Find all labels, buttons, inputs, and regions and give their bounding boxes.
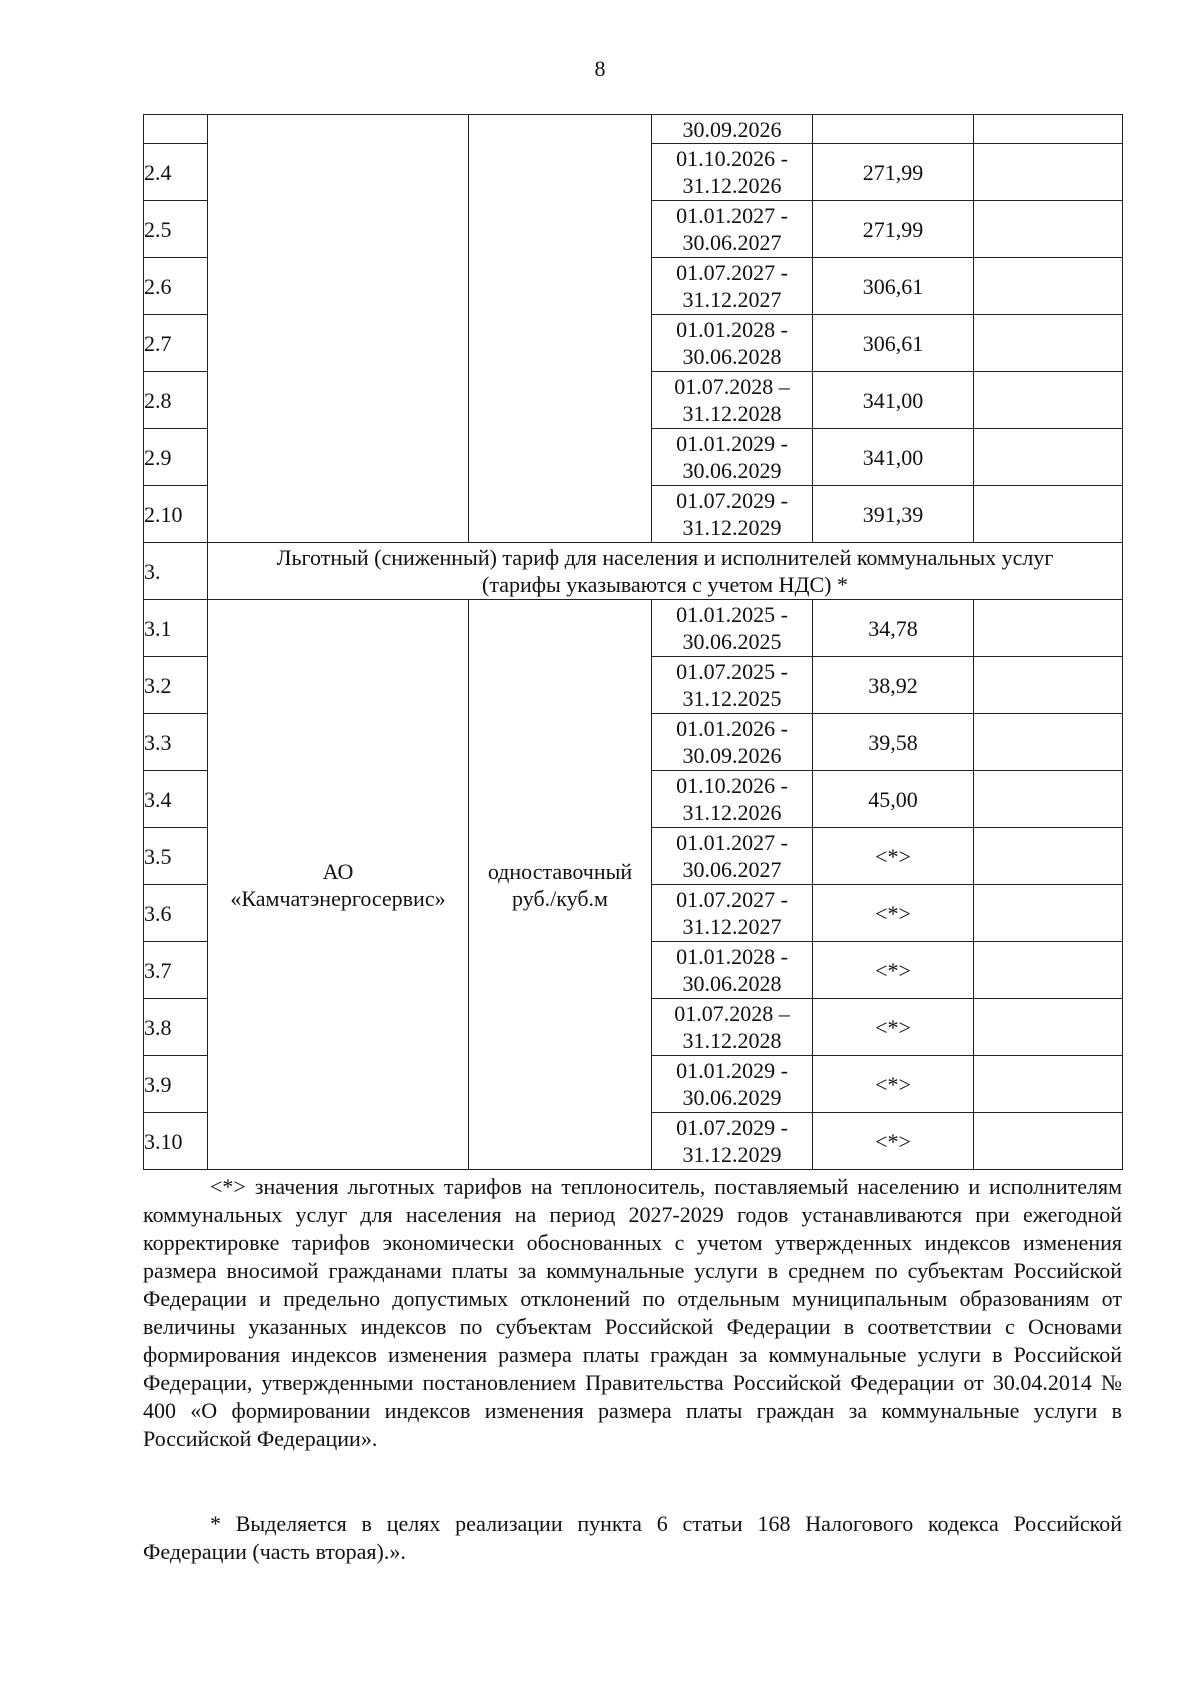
period-end: 30.06.2028 [682,971,782,996]
period-start: 01.01.2029 - [676,1058,788,1083]
row-number: 3.2 [144,657,208,714]
tariff-value: 38,92 [813,657,974,714]
period-cell [652,828,813,885]
period-start: 01.01.2028 - [676,317,788,342]
note-cell [974,942,1123,999]
tariff-type [469,600,652,1170]
row-number: 3.9 [144,1056,208,1113]
period-start: 01.07.2029 - [676,1115,788,1140]
row-number: 2.9 [144,429,208,486]
period-end: 31.12.2027 [682,914,782,939]
period-cell [652,486,813,543]
period-end: 31.12.2026 [682,173,782,198]
period-cell [652,315,813,372]
tariff-value: 306,61 [813,258,974,315]
note-cell [974,999,1123,1056]
period-cell [652,657,813,714]
tariff-type-cell [469,115,652,543]
period-cell [652,1113,813,1170]
tariff-table [143,114,1123,1170]
note-cell [974,258,1123,315]
organization-name-line-1: АО [322,858,354,884]
note-cell [974,144,1123,201]
tariff-value: <*> [813,828,974,885]
tariff-unit: руб./куб.м [512,885,608,911]
note-cell [974,429,1123,486]
tariff-value: <*> [813,999,974,1056]
period-start: 01.07.2027 - [676,887,788,912]
note-cell [974,1056,1123,1113]
note-cell [974,714,1123,771]
row-number: 2.10 [144,486,208,543]
tariff-value: <*> [813,885,974,942]
period-start: 01.01.2027 - [676,830,788,855]
period-start: 01.01.2028 - [676,944,788,969]
period-end: 31.12.2029 [682,515,782,540]
organization-name-line-2: «Камчатэнергосервис» [230,885,446,911]
tariff-value: 341,00 [813,429,974,486]
period-start: 01.01.2029 - [676,431,788,456]
tariff-type-line-1: одноставочный [487,858,633,884]
organization-cell [208,115,469,543]
note-cell [974,828,1123,885]
row-number: 2.7 [144,315,208,372]
tariff-value: 391,39 [813,486,974,543]
note-cell [974,885,1123,942]
tariff-value: 45,00 [813,771,974,828]
row-number: 2.8 [144,372,208,429]
period-cell [652,771,813,828]
period-cell [652,942,813,999]
tariff-value: <*> [813,942,974,999]
section-title-line-1: Льготный (сниженный) тариф для населения и исполнителей коммунальных услуг [276,545,1054,570]
page-number: 8 [594,56,606,81]
note-cell [974,600,1123,657]
period-cell [652,714,813,771]
period-start: 01.07.2025 - [676,659,788,684]
section-title [208,543,1123,600]
footnote-vat: * Выделяется в целях реализации пункта 6 статьи 168 Налогового кодекса Российской Федерации (часть вторая).». [143,1511,1122,1564]
period-start: 01.07.2028 – [674,1001,790,1026]
period-start: 01.01.2026 - [676,716,788,741]
tariff-value: <*> [813,1113,974,1170]
period-end: 31.12.2025 [682,686,782,711]
table-row [144,600,1123,657]
value-cell [813,115,974,144]
period-end: 30.06.2027 [682,230,782,255]
period-cell [652,999,813,1056]
row-number-cell [144,115,208,144]
note-cell [974,1113,1123,1170]
period-end: 30.06.2029 [682,458,782,483]
table-row [144,115,1123,144]
period-end: 31.12.2029 [682,1142,782,1167]
period-cell: 30.09.2026 [652,115,813,144]
period-start: 01.07.2029 - [676,488,788,513]
note-cell [974,657,1123,714]
period-cell [652,372,813,429]
period-cell [652,600,813,657]
row-number: 3.4 [144,771,208,828]
tariff-value: 39,58 [813,714,974,771]
tariff-value: <*> [813,1056,974,1113]
period-end: 30.09.2026 [682,743,782,768]
tariff-value: 341,00 [813,372,974,429]
period-end: 31.12.2028 [682,1028,782,1053]
note-cell [974,372,1123,429]
footnote-preferential-tariffs: <*> значения льготных тарифов на теплоноситель, поставляемый населению и исполнителям коммунальных услуг для населения на период 2027-2029 годов устанавливаются при ежегодной корректировке тарифов экономически обоснованных с учетом утвержденных индексов изменения размера вносимой гражданами платы за коммунальные услуги в среднем по субъектам Российской Федерации и предельно допустимых отклонений по отдельным муниципальным образованиям от величины указанных индексов по субъектам Российской Федерации в соответствии с Основами формирования индексов изменения размера платы граждан за коммунальные услуги в Российской Федерации, утвержденными постановлением Правительства Российской Федерации от 30.04.2014 № 400 «О формировании индексов изменения размера платы граждан за коммунальные услуги в Российской Федерации». [143,1174,1122,1451]
period-cell [652,1056,813,1113]
period-start: 01.01.2025 - [676,602,788,627]
row-number: 3. [144,543,208,600]
note-cell [974,201,1123,258]
period-start: 01.07.2027 - [676,260,788,285]
row-number: 2.5 [144,201,208,258]
row-number: 2.4 [144,144,208,201]
row-number: 3.6 [144,885,208,942]
period-end: 31.12.2027 [682,287,782,312]
organization-name [208,600,469,1170]
note-cell [974,115,1123,144]
period-cell [652,258,813,315]
note-cell [974,486,1123,543]
period-end: 30.06.2025 [682,629,782,654]
period-end: 30.06.2027 [682,857,782,882]
section-header-row [144,543,1123,600]
row-number: 3.3 [144,714,208,771]
period-cell [652,429,813,486]
tariff-value: 271,99 [813,144,974,201]
tariff-value: 271,99 [813,201,974,258]
row-number: 2.6 [144,258,208,315]
period-cell [652,201,813,258]
row-number: 3.8 [144,999,208,1056]
period-start: 01.01.2027 - [676,203,788,228]
tariff-value: 34,78 [813,600,974,657]
period-start: 01.07.2028 – [674,374,790,399]
note-cell [974,771,1123,828]
note-cell [974,315,1123,372]
period-end: 30.06.2029 [682,1085,782,1110]
period-start: 01.10.2026 - [676,146,788,171]
row-number: 3.10 [144,1113,208,1170]
period-end: 31.12.2026 [682,800,782,825]
tariff-value: 306,61 [813,315,974,372]
row-number: 3.5 [144,828,208,885]
row-number: 3.1 [144,600,208,657]
period-end: 31.12.2028 [682,401,782,426]
period-cell [652,144,813,201]
period-start: 01.10.2026 - [676,773,788,798]
period-cell [652,885,813,942]
section-title-line-2: (тарифы указываются с учетом НДС) * [482,572,848,597]
row-number: 3.7 [144,942,208,999]
period-end: 30.06.2028 [682,344,782,369]
